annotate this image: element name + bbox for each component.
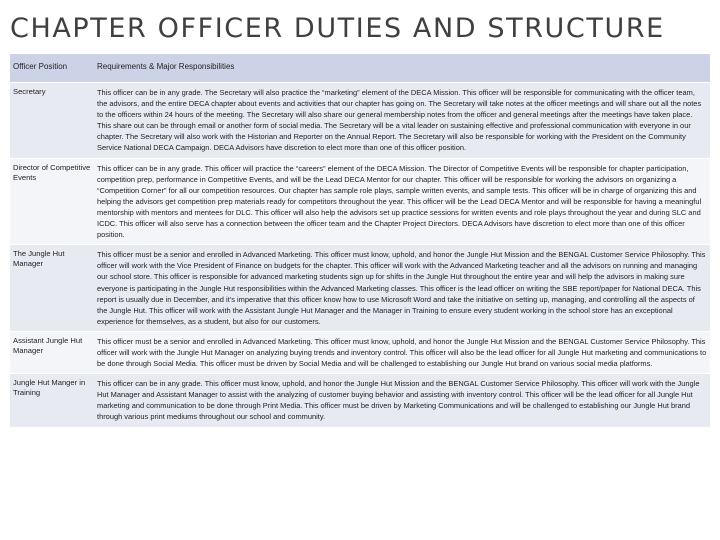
responsibilities-cell: This officer can be in any grade. The Secretary will also practice the “marketing” element of the DECA Mission. This officer will be responsible for communicating with the officer team, the advisors, and the entire DECA chapter about events and activities that our chapter has going on. The Secretary will take notes at the officer meetings and will share out all the notes to the officers within 24 hours of the meeting. The Secretary will also share our general membership notes from the officer and general meetings after the meetings have taken place. This share out can be through email or another form of social media. The Secretary will be a vital leader on sustaining effective and professional communication with everyone in our chapter. The Secretary will also work with the Historian and Reporter on the Annual Report. The Secretary will also be responsible for working with the President on the Community Service National DECA Campaign. DECA Advisors have discretion to elect more than one of this officer position. (94, 83, 710, 159)
responsibilities-cell: This officer can be in any grade. This officer must know, uphold, and honor the Jungle Hut Mission and the BENGAL Customer Service Philosophy. This officer will work with the Jungle Hut Manager and Assistant Manager to assist with the analyzing of customer buying behavior and assisting with inventory control. This officer will be the lead officer for all Jungle Hut marketing and communication to be done through Print Media. This officer must be driven by Marketing Communications and will be challenged to establishing our Jungle Hut brand through various print mediums throughout our school and community. (94, 374, 710, 427)
officer-position-cell: Jungle Hut Manger in Training (10, 374, 94, 427)
responsibilities-cell: This officer must be a senior and enrolled in Advanced Marketing. This officer must know, uphold, and honor the Jungle Hut Mission and the BENGAL Customer Service Philosophy. This officer will work with the Vice President of Finance on budgets for the chapter. This officer will work with the Advanced Marketing teacher and all the advisors on running and managing our school store. This officer is responsible for advanced marketing students sign up for shifts in the Jungle Hut throughout the entire year and will help the advisors in making sure everyone is participating in the Jungle Hut responsibilities within the Advanced Marketing classes. This officer is the lead officer on writing the SBE report/paper for National DECA. This report is usually due in December, and it’s imperative that this officer know how to use Microsoft Word and take the initiative on setting up, managing, and controlling all the aspects of the Jungle Hut. This officer will work with the Assistant Jungle Hut Manager and the Manager in Training to ensure every student working in the school store has an exceptional experience for themselves, as a student, but also for our customers. (94, 245, 710, 332)
table-row (10, 374, 710, 427)
column-header-requirements: Requirements & Major Responsibilities (94, 54, 710, 83)
column-header-officer-position: Officer Position (10, 54, 94, 83)
table-row (10, 158, 710, 245)
officer-duties-table (10, 53, 710, 428)
officer-position-cell: The Jungle Hut Manager (10, 245, 94, 332)
table-row (10, 83, 710, 159)
table-header-row (10, 54, 710, 83)
officer-position-cell: Director of Competitive Events (10, 158, 94, 245)
page-title: CHAPTER OFFICER DUTIES AND STRUCTURE (10, 13, 665, 44)
officer-position-cell: Assistant Jungle Hut Manager (10, 331, 94, 373)
responsibilities-cell: This officer must be a senior and enrolled in Advanced Marketing. This officer must know, uphold, and honor the Jungle Hut Mission and the BENGAL Customer Service Philosophy. This officer will work with the Jungle Hut Manager on analyzing buying trends and inventory control. This officer will also be the lead officer for all Jungle Hut marketing and communications to be done through Social Media. This officer must be driven by Social Media and will be challenged to establishing our Jungle Hut brand on various social media platforms. (94, 331, 710, 373)
officer-position-cell: Secretary (10, 83, 94, 159)
responsibilities-cell: This officer can be in any grade. This officer will practice the “careers” element of the DECA Mission. The Director of Competitive Events will be responsible for chapter participation, competition prep, performance in Competitive Events, and will be the Lead DECA Mentor for our chapter. This officer will be responsible for working the advisors on organizing a “Competition Corner” for all our competition resources. Our chapter has sample role plays, sample written events, and sample tests. This officer will be in charge of organizing this and helping the advisors get competition prep materials ready for competitors throughout the year. This officer will be the Lead DECA Mentor and will be responsible for having a meaningful mentorship with mentors and mentees for DLC. This officer will also help the advisors set up practice sessions for written events and role plays throughout the year and during SLC and ICDC. This officer will also serve has a connection between the officer team and the Chapter Project Directors. DECA Advisors have discretion to elect more than one of this officer position. (94, 158, 710, 245)
table-row (10, 331, 710, 373)
table-row (10, 245, 710, 332)
